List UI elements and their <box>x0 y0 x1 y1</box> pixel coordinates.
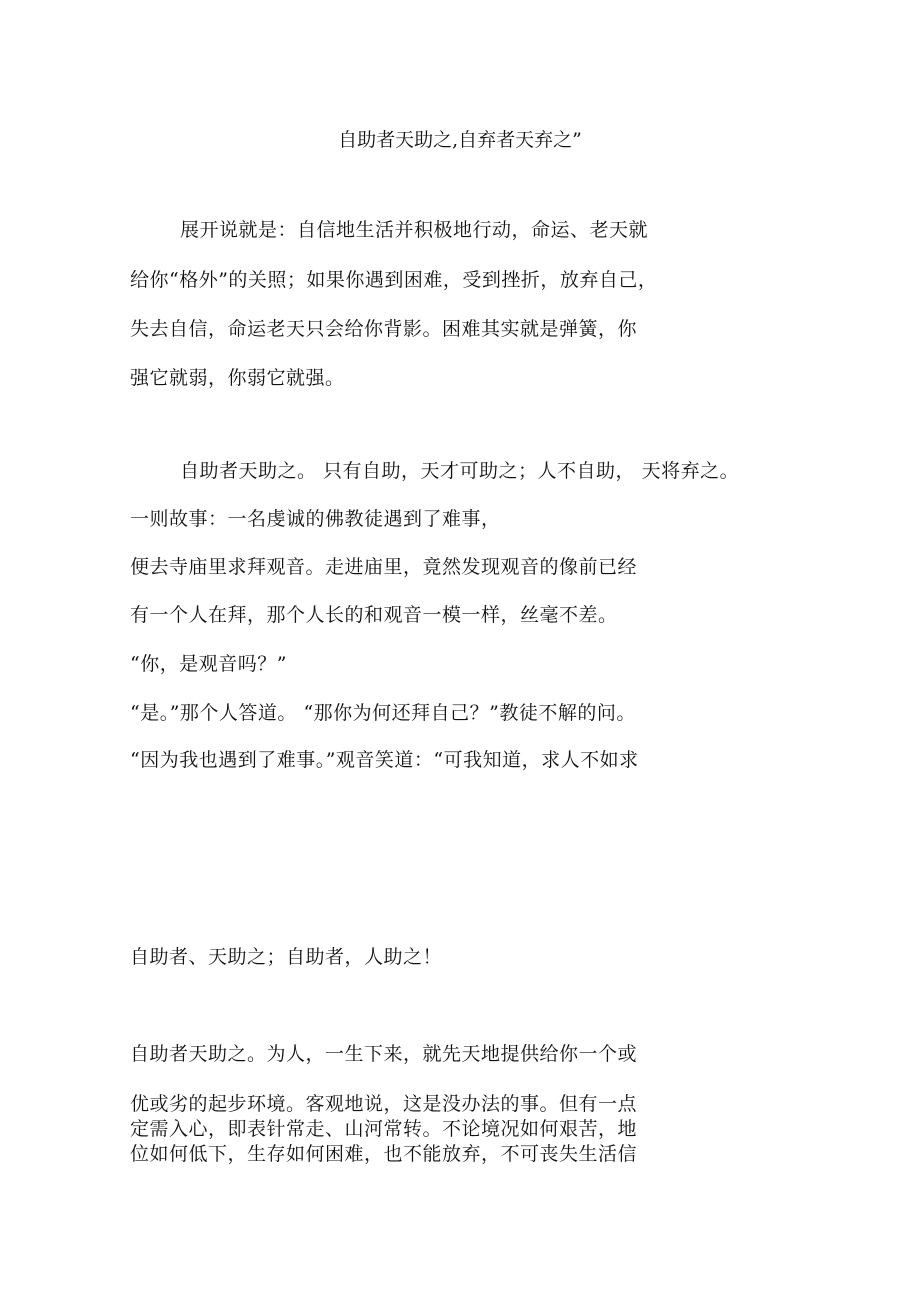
paragraph-4-line-3: 定需入心，即表针常走、山河常转。不论境况如何艰苦，地 <box>130 1118 638 1140</box>
paragraph-2-line-2: 一则故事：一名虔诚的佛教徒遇到了难事， <box>130 508 501 530</box>
paragraph-4-line-1: 自助者天助之。为人，一生下来，就先天地提供给你一个或 <box>130 1043 638 1065</box>
paragraph-2-line-3: 便去寺庙里求拜观音。走进庙里，竟然发现观音的像前已经 <box>130 556 638 578</box>
paragraph-4-line-2: 优或劣的起步环境。客观地说，这是没办法的事。但有一点 <box>130 1093 638 1115</box>
paragraph-2-line-6: “是。”那个人答道。 “那你为何还拜自己？”教徒不解的问。 <box>130 702 636 724</box>
paragraph-3-line-1: 自助者、天助之；自助者，人助之！ <box>130 946 443 968</box>
paragraph-4-line-4: 位如何低下，生存如何困难，也不能放弃，不可丧失生活信 <box>130 1143 638 1165</box>
page-title: 自助者天助之,自弃者天弃之” <box>338 129 582 151</box>
paragraph-2-line-1: 自助者天助之。 只有自助，天才可助之；人不自助， 天将弃之。 <box>180 460 740 482</box>
paragraph-1-line-4: 强它就弱，你弱它就强。 <box>130 367 345 389</box>
paragraph-2-line-4: 有一个人在拜，那个人长的和观音一模一样，丝毫不差。 <box>130 604 618 626</box>
paragraph-1-line-3: 失去自信，命运老天只会给你背影。困难其实就是弹簧，你 <box>130 318 638 340</box>
paragraph-1-line-2: 给你“格外”的关照；如果你遇到困难，受到挫折，放弃自己， <box>130 269 658 291</box>
paragraph-1-line-1: 展开说就是：自信地生活并积极地行动，命运、老天就 <box>180 219 649 241</box>
paragraph-2-line-5: “你，是观音吗？” <box>130 653 287 675</box>
paragraph-2-line-7: “因为我也遇到了难事。”观音笑道：“可我知道，求人不如求 <box>130 749 639 771</box>
